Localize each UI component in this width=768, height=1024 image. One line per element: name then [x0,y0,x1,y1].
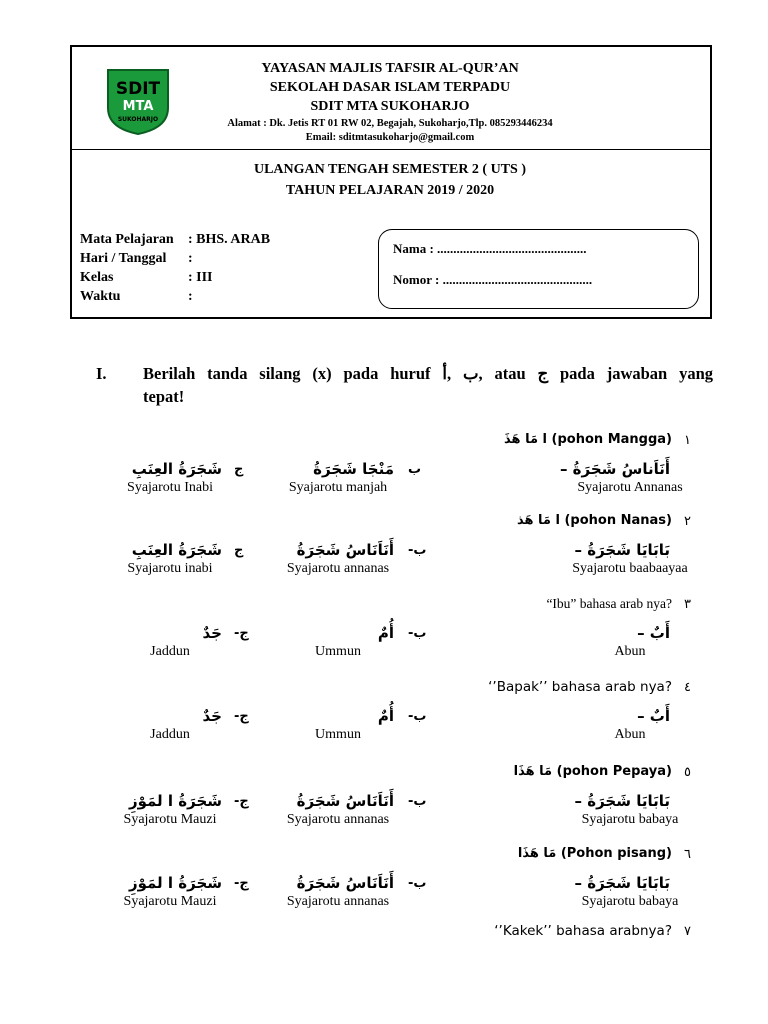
question-prompt: “Ibu” bahasa arab nya? [546,596,672,611]
school-address: Alamat : Dk. Jetis RT 01 RW 02, Begajah, Sukoharjo,Tlp. 085293446234 [227,118,553,129]
option-arabic[interactable]: جَدٌ [202,707,222,725]
school-name: SDIT MTA SUKOHARJO [310,99,470,114]
section-number: I. [96,364,107,383]
school-type: SEKOLAH DASAR ISLAM TERPADU [269,80,511,95]
option-letter[interactable]: ب- [408,626,427,641]
question-number: ٦ [684,847,691,862]
option-letter[interactable]: ب- [408,876,427,891]
question-prompt: (pohon Nanas) ا مَا هَذ [516,513,672,528]
question-number: ٤ [684,680,691,695]
option-latin: Syajarotu annanas [286,561,390,576]
question-number: ٢ [684,514,691,529]
option-latin: Syajarotu Inabi [127,480,213,495]
option-letter[interactable]: ب- [408,794,427,809]
option-latin: Ummun [315,727,361,742]
instruction-text: Berilah tanda silang (x) pada huruf ب ,أ, atau ج pada jawaban yang [143,364,713,383]
option-latin: Syajarotu babaya [581,894,679,909]
exam-title: ULANGAN TENGAH SEMESTER 2 ( UTS ) [253,162,526,177]
option-arabic[interactable]: أَنَاَنَاسُ شَجَرَةُ [296,874,394,892]
svg-text:SUKOHARJO: SUKOHARJO [117,116,159,123]
option-arabic[interactable]: بَابَايَا شَجَرَةُ – [574,541,670,559]
meta-time: Waktu : [80,289,193,304]
question-prompt: (pohon Pepaya) مَا هَذَا [513,764,672,779]
option-arabic[interactable]: أَنَاَنَاسُ شَجَرَةُ [296,541,394,559]
option-arabic[interactable]: أُمٌ [377,707,394,725]
question-prompt: (Pohon pisang) مَا هَذَا [517,846,672,861]
option-letter[interactable]: ب- [408,543,427,558]
student-number-field[interactable]: Nomor : .............................................. [393,272,593,287]
option-arabic[interactable]: أَبٌ – [637,624,670,642]
option-letter[interactable]: ج [234,462,244,477]
question-prompt: ‘’Kakek’’ bahasa arabnya? [494,923,672,939]
option-arabic[interactable]: بَابَايَا شَجَرَةُ – [574,874,670,892]
option-arabic[interactable]: بَابَايَا شَجَرَةُ – [574,792,670,810]
option-arabic[interactable]: أَنَاَنَاسُ شَجَرَةُ [296,792,394,810]
option-arabic[interactable]: جَدٌ [202,624,222,642]
option-letter[interactable]: ب- [408,709,427,724]
foundation-name: YAYASAN MAJLIS TAFSIR AL-QUR’AN [261,61,519,76]
svg-text:SDIT: SDIT [115,79,161,99]
option-latin: Jaddun [150,727,190,742]
question-number: ١ [684,433,691,448]
identity-box [378,229,699,309]
option-arabic[interactable]: مَنْجَا شَجَرَةُ [313,460,394,478]
svg-text:MTA: MTA [122,99,154,114]
option-latin: Syajarotu baabaayaa [572,561,688,576]
meta-date: Hari / Tanggal : [80,251,193,266]
school-email: Email: sditmtasukoharjo@gmail.com [305,132,475,143]
option-letter[interactable]: ج- [234,794,249,809]
option-arabic[interactable]: شَجَرَةُ العِنَبِ [131,541,222,559]
option-arabic[interactable]: أَبٌ – [637,707,670,725]
option-latin: Syajarotu inabi [127,561,213,576]
question-number: ٣ [684,597,691,612]
option-latin: Syajarotu Mauzi [123,894,217,909]
question-prompt: (pohon Mangga) ا مَا هَذَ [504,432,672,447]
header-divider [70,149,712,150]
option-letter[interactable]: ج- [234,876,249,891]
option-letter[interactable]: ج [234,543,244,558]
school-logo [106,68,170,136]
option-latin: Abun [614,727,646,742]
instruction-text-cont: tepat! [143,387,185,406]
option-letter[interactable]: ج- [234,709,249,724]
meta-subject: Mata Pelajaran : BHS. ARAB [80,232,271,247]
meta-class: Kelas : III [80,270,213,285]
question-number: ٧ [684,924,691,939]
option-latin: Syajarotu Mauzi [123,812,217,827]
exam-year: TAHUN PELAJARAN 2019 / 2020 [285,183,495,198]
option-letter[interactable]: ج- [234,626,249,641]
option-arabic[interactable]: أُمٌ [377,624,394,642]
option-letter[interactable]: ب [408,462,422,477]
option-latin: Jaddun [150,644,190,659]
question-number: ٥ [684,765,691,780]
option-arabic[interactable]: شَجَرَةُ العِنَبِ [131,460,222,478]
option-arabic[interactable]: شَجَرَةُ ا لمَوْزِ [128,874,222,892]
option-arabic[interactable]: أَنَاَناسُ شَجَرَةُ – [559,460,670,478]
option-latin: Syajarotu babaya [581,812,679,827]
option-arabic[interactable]: شَجَرَةُ ا لمَوْزِ [128,792,222,810]
question-prompt: ‘’Bapak’’ bahasa arab nya? [488,679,672,695]
option-latin: Syajarotu manjah [288,480,388,495]
option-latin: Syajarotu annanas [286,812,390,827]
option-latin: Ummun [315,644,361,659]
option-latin: Syajarotu Annanas [577,480,683,495]
student-name-field[interactable]: Nama : .............................................. [393,241,587,256]
option-latin: Syajarotu annanas [286,894,390,909]
option-latin: Abun [614,644,646,659]
